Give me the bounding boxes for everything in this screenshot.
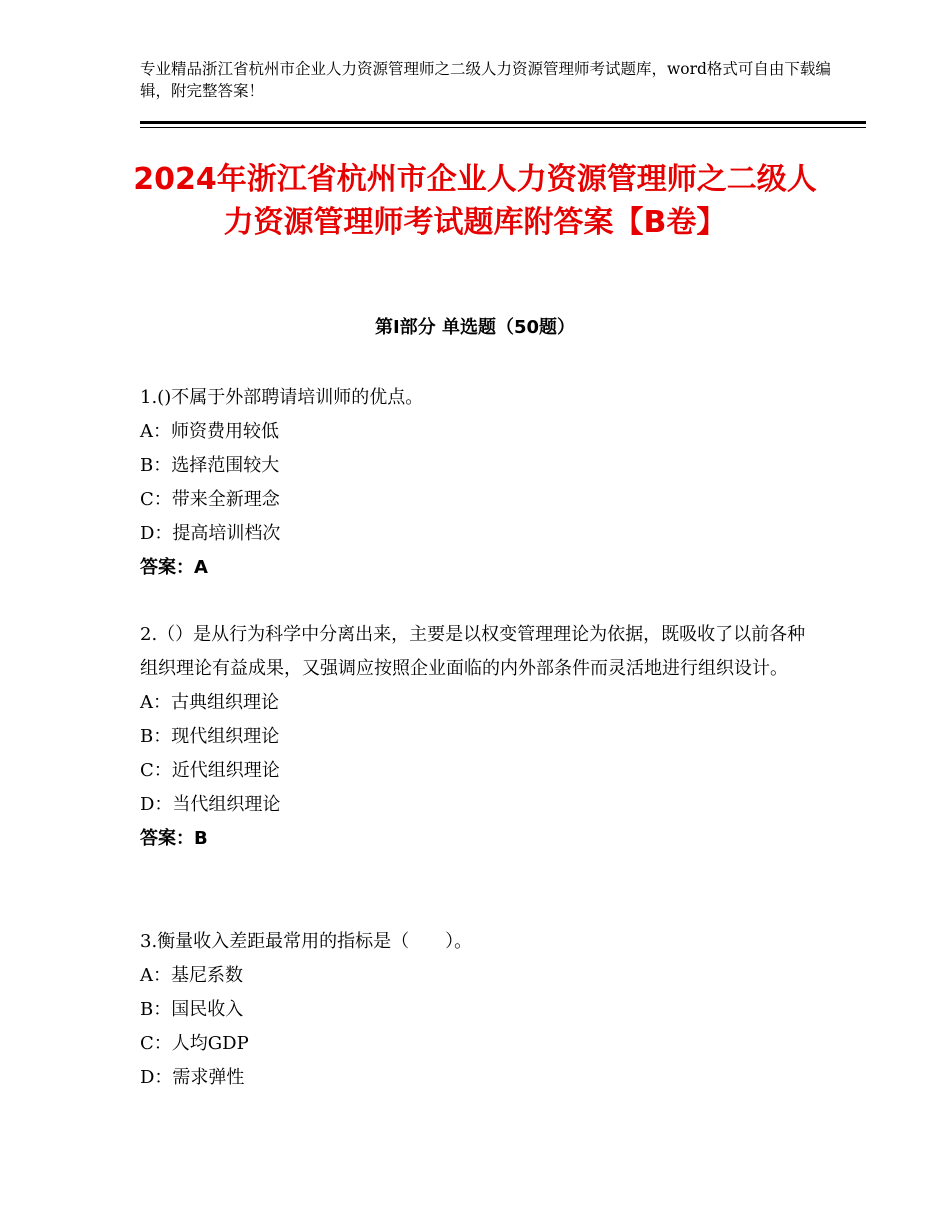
section-title: 第Ⅰ部分 单选题（50题） [374, 317, 575, 338]
option-d: D：提高培训档次 [140, 523, 281, 544]
question-1 [140, 381, 820, 585]
option-b: B：选择范围较大 [140, 455, 280, 476]
option-b: B：现代组织理论 [140, 726, 280, 747]
answer: 答案：A [140, 557, 208, 578]
question-stem: 1.()不属于外部聘请培训师的优点。 [140, 387, 424, 408]
document-title: 2024年浙江省杭州市企业人力资源管理师之二级人力资源管理师考试题库附答案【B卷】 [133, 162, 817, 240]
question-stem: 2.（）是从行为科学中分离出来，主要是以权变管理理论为依据，既吸收了以前各种组织理论有益成果，又强调应按照企业面临的内外部条件而灵活地进行组织设计。 [140, 624, 806, 679]
question-3 [140, 925, 820, 1095]
question-2 [140, 618, 820, 856]
option-a: A：师资费用较低 [140, 421, 279, 442]
header-note: 专业精品浙江省杭州市企业人力资源管理师之二级人力资源管理师考试题库，word格式可自由下载编辑，附完整答案！ [140, 60, 831, 100]
header-divider-thick [140, 121, 866, 124]
header-divider-thin [140, 127, 866, 128]
option-a: A：基尼系数 [140, 965, 243, 986]
option-b: B：国民收入 [140, 999, 244, 1020]
option-c: C：近代组织理论 [140, 760, 280, 781]
option-a: A：古典组织理论 [140, 692, 279, 713]
option-c: C：带来全新理念 [140, 489, 280, 510]
option-d: D：需求弹性 [140, 1067, 245, 1088]
option-d: D：当代组织理论 [140, 794, 281, 815]
option-c: C：人均GDP [140, 1033, 249, 1054]
question-stem: 3.衡量收入差距最常用的指标是（ ）。 [140, 931, 473, 952]
answer: 答案：B [140, 828, 208, 849]
